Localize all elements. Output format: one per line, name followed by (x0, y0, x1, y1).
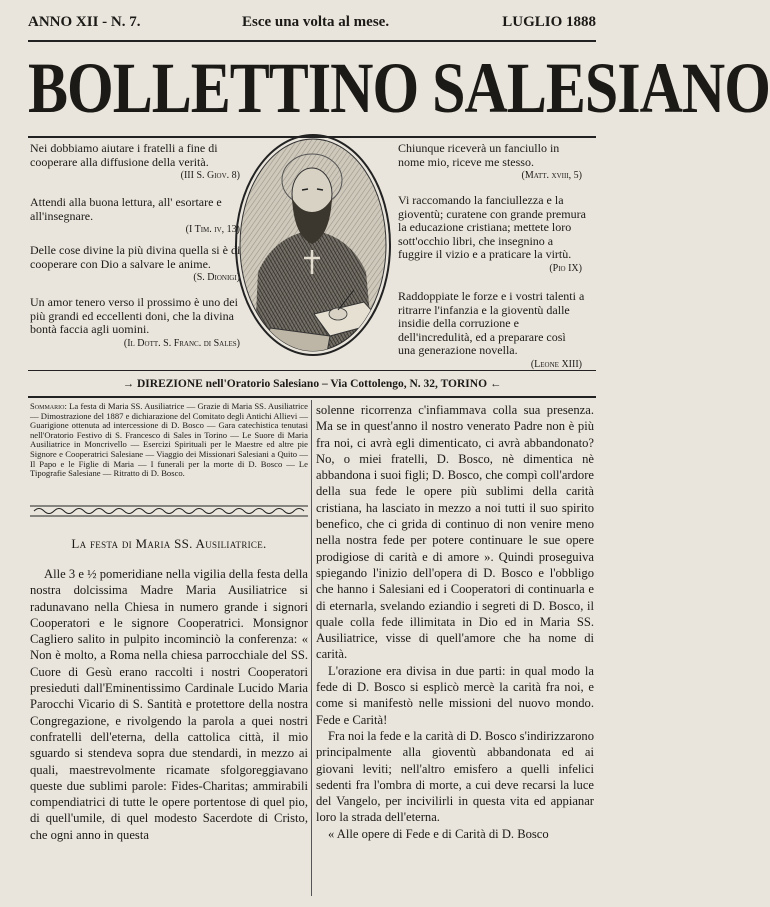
direction-address: → DIREZIONE nell'Oratorio Salesiano – Via Cottolengo, N. 32, TORINO ← (122, 378, 502, 390)
article-title: La festa di Maria SS. Ausiliatrice. (71, 536, 267, 551)
address-rule (28, 396, 596, 398)
journal-title: BOLLETTINO SALESIANO (28, 48, 770, 128)
paragraph: Fra noi la fede e la carità di D. Bosco s'indirizzarono principalmente alla gioventù abbandonata ed ai giovani leviti; nell'altro emisfero a quelli infelici sedenti fra l'ombra di morte, a cui deve recarsi la luce del Vangelo, per incivilirli in questa vita ed appianar loro la strada dell'eterna. (316, 728, 594, 825)
article-body-right (316, 402, 594, 842)
quote-item: Delle cose divine la più divina quella si è di cooperare con Dio a salvare le anime. (S. Dionigi) (30, 243, 241, 283)
column-divider (311, 400, 312, 896)
saint-portrait-icon (234, 132, 392, 358)
article-body-left: Alle 3 e ½ pomeridiane nella vigilia della festa della nostra dolcissima Madre Maria Ausiliatrice si radunavano nella Chiesa in numero grande i signori Cooperatori e le signore Cooperatrici. Monsignor Cagliero salito in pulpito incominciò la conferenza: « Non è molto, a Roma nella chiesa parrocchiale del SS. Cuore di Gesù erano raccolti i nostri Cooperatori presieduti dall'Eminentissimo Cardinale Lucido Maria Parocchi Vicario di S. Santità e protettore della nostra Congregazione, e rivolgendo la parola a quei nostri confratelli dell'eterna, della cattolica città, il mio sguardo si stendeva sopra due stendardi, in mezzo ai quali, maestrevolmente ricamate sfolgoreggiavano queste due sublimi parole: Fides-Charitas; ammirabili compendiatrici di tutte le opere portentose di quel pio, di quell'umile, di quel modesto Sacerdote di Cristo, che ogni anno in questa (30, 567, 308, 842)
quotes-rule (28, 370, 596, 371)
paragraph: solenne ricorrenza c'infiammava colla sua presenza. Ma se in quest'anno il nostro venerato Padre non è più fra noi, ci avrà egli dimenticato, ci avrà abbandonato? No, o miei fratelli, D. Bosco, nè dimentica nè abbandona i suoi figli; D. Bosco, che compì coll'ardore della sua fede le opere più sublimi della carità cristiana, ha lasciato in mezzo a noi tutti il suo spirito benefico, che ci grida di continuo di non venire meno nella nostra fede per potere continuare le sue opere prodigiose di carità e di amore ». Quindi proseguiva spiegando l'inizio dell'opera di D. Bosco e l'obbligo che hanno i Salesiani ed i Cooperatori di continuarla e di eternarla, svelando eziandio i segreti di D. Bosco, il quale colla fede illimitata in Dio ed in Maria SS. Ausiliatrice, visse di quell'amore che ha nome di carità. (316, 403, 594, 662)
issue-date: LUGLIO 1888 (502, 14, 596, 30)
summary-block (30, 402, 308, 498)
quote-item: Un amor tenero verso il prossimo è uno dei più grandi ed eccellenti doni, che la divina bontà faccia agli uomini. (Il Dott. S. Franc. di Sales) (30, 295, 240, 349)
quote-item: Vi raccomando la fanciullezza e la gioventù; curatene con grande premura la educazione cristiana; mettete loro sott'occhio libri, che insegnino a fuggire il vizio e a praticare la virtù. (Pio IX) (398, 193, 586, 274)
publication-frequency: Esce una volta al mese. (242, 14, 390, 30)
paragraph: « Alle opere di Fede e di Carità di D. Bosco (328, 826, 549, 841)
summary-lead: Sommario: (30, 401, 67, 411)
quote-item: Chiunque riceverà un fanciullo in nome mio, riceve me stesso. (Matt. xviii, 5) (398, 141, 582, 181)
saint-portrait (234, 132, 392, 358)
quote-item: Raddoppiate le forze e i vostri talenti a ritrarre l'infanzia e la gioventù dalle insidie della corruzione e dell'incredulità, ed a preparare così una generazione novella. (Leone XIII) (398, 289, 585, 370)
left-column (30, 402, 308, 843)
quote-item: Nei dobbiamo aiutare i fratelli a fine di cooperare alla diffusione della verità. (III S. Giov. 8) (30, 141, 240, 181)
ornamental-divider (30, 504, 308, 518)
summary-text: La festa di Maria SS. Ausiliatrice — Grazie di Maria SS. Ausiliatrice — Dimostrazione del 1887 e dichiarazione del Comitato degli Antichi Allievi — Guarigione ottenuta ad intercessione di D. Bosco — Gara catechistica tenutasi nell'Oratorio Festivo di S. Francesco di Sales in Torino — Le Suore di Maria Ausiliatrice in Moncrivello — Esercizi Spirituali per le Maestre ed altre pie Signore e Cooperatrici Salesiane — Viaggio dei Missionari Salesiani a Quito — Il Papo e le Figlie di Maria — I funerali per la morte di D. Bosco — Le Tipografie Salesiane — Ritratto di D. Bosco. (30, 401, 308, 479)
masthead-line (28, 14, 596, 36)
paragraph: L'orazione era divisa in due parti: in qual modo la fede di D. Bosco si esplicò mercè la carità fra noi, e come si manifestò nelle missioni del nuovo mondo. Fede e Carità! (316, 663, 594, 727)
quote-item: Attendi alla buona lettura, all' esortare e all'insegnare. (I Tim. iv, 13) (30, 195, 240, 235)
right-column (316, 402, 594, 842)
issue-number: ANNO XII - N. 7. (28, 14, 141, 30)
